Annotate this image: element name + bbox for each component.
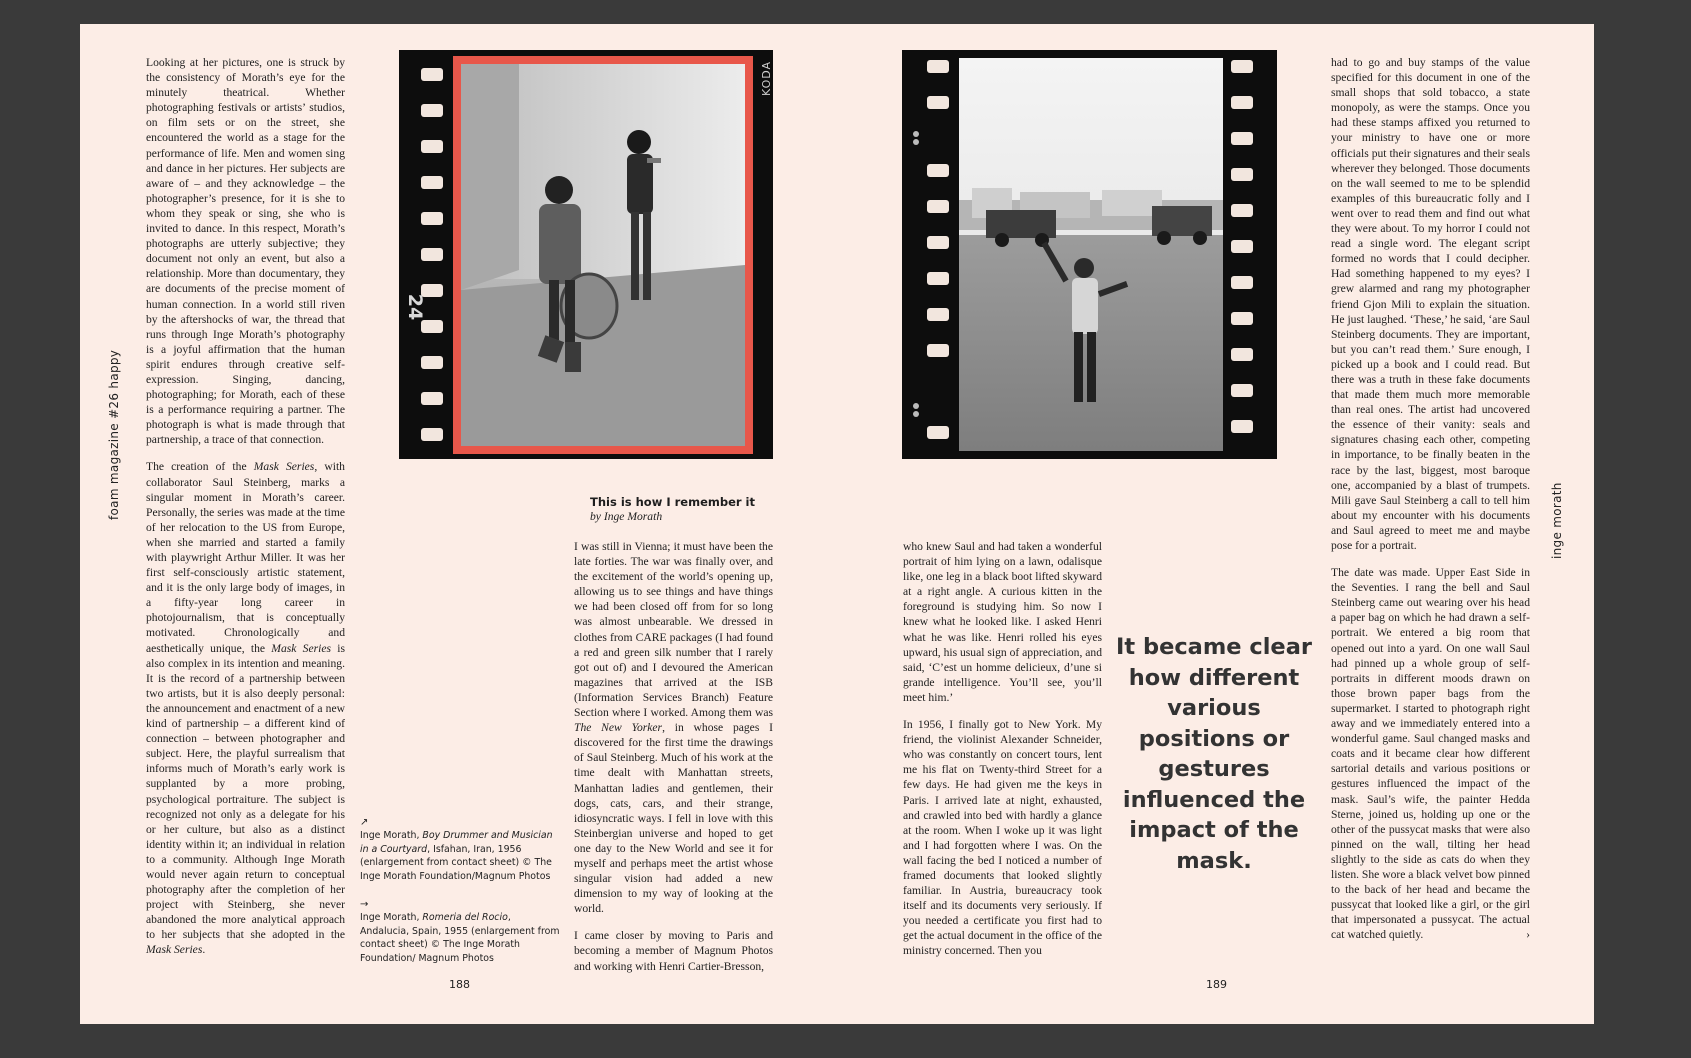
running-head-left: foam magazine #26 happy [107, 349, 121, 520]
sprocket-hole [1231, 240, 1253, 253]
sprocket-hole [421, 140, 443, 153]
sprocket-hole [927, 60, 949, 73]
column-4 [903, 539, 1102, 966]
sprocket-hole [1231, 384, 1253, 397]
sprocket-hole [421, 212, 443, 225]
sprocket-hole [421, 356, 443, 369]
sprocket-hole [927, 236, 949, 249]
essay-title: This is how I remember it [590, 495, 755, 509]
sprocket-hole [927, 96, 949, 109]
sprocket-hole [1231, 168, 1253, 181]
sprocket-hole [927, 164, 949, 177]
paragraph: had to go and buy stamps of the value specified for this document in one of the small shops that sold tobacco, a state monopoly, as were the stamps. Once you had these stamps affixed you returned to your ministry to have one or more officials put their signatures and their seals wherever they belonged. Those documents on the wall seemed to me to be splendid examples of this bureaucratic folly and I went over to read them and find out what they were about. To my horror I could not read a single word. The elegant script formed no words that I could decipher. Had something happened to my eyes? I grew alarmed and rang my photographer friend Gjon Mili to explain the situation. He just laughed. ‘These,’ he said, ‘are Saul Steinberg documents. They are important, but you can’t read them.’ Sure enough, I picked up a book and I could read. But there was a truth in these fake documents that made them much more memorable than real ones. The artist had uncovered the essence of their vanity: seals and signatures chasing each other, competing in importance, to be finally beaten in the race by the last, biggest, most baroque one, accompanied by a blast of trumpets. Mili gave Saul Steinberg a call to tell him about my encounter with his documents and Saul agreed to meet me and maybe pose for a portrait. [1331, 56, 1530, 552]
sprocket-hole [1231, 312, 1253, 325]
sprocket-hole [1231, 420, 1253, 433]
magazine-spread [80, 24, 1594, 1024]
sprocket-hole [421, 392, 443, 405]
paragraph: In 1956, I finally got to New York. My friend, the violinist Alexander Schneider, who was constantly on concert tours, lent me his flat on Twenty-third Street for a few days. He had given me the keys in Paris. I arrived late at night, exhausted, and crawled into bed with hardly a glance at the room. When I woke up it was light and I had forgotten where I was. On the wall facing the bed I noticed a number of framed documents that looked slightly familiar. In Austria, bureaucracy took itself and its documents very seriously. If you needed a certificate you first had to get the actual document in the office of the ministry concerned. Then you [903, 718, 1102, 958]
sprocket-hole [927, 426, 949, 439]
continue-arrow-icon: › [1526, 928, 1530, 942]
photo-caption-1: ↗ Inge Morath, Boy Drummer and Musician in a Courtyard, Isfahan, Iran, 1956 (enlargement from contact sheet) © The Inge Morath Foundation/Magnum Photos [360, 816, 560, 883]
sprocket-hole [927, 200, 949, 213]
sprocket-hole [927, 344, 949, 357]
paragraph: The date was made. Upper East Side in the Seventies. I rang the bell and Saul Steinberg came out wearing over his head a paper bag on which he had drawn a self-portrait. We entered a big room that opened out into a yard. On one wall Saul had pinned up a whole group of self-portraits in different moods drawn on those brown paper bags from the supermarket. I started to photograph right away and we immediately entered into a wonderful game. Saul changed masks and coats and it became clear how different sartorial details and various positions or gestures influenced the impact of the mask. Saul’s wife, the painter Hedda Sterne, joined us, holding up one or the other of the pussycat masks that were also pinned on the wall, tilting her head slightly to the side as cats do when they listen. She wore a black velvet bow pinned to the back of her head and became the pussycat that looked like a girl, or the girl that impersonated a pussycat. The actual cat watched quietly. › [1331, 566, 1530, 942]
sprocket-hole [421, 320, 443, 333]
paragraph: Looking at her pictures, one is struck by the consistency of Morath’s eye for the minutely theatrical. Whether photographing festivals or artists’ studios, on film sets or on the street, she encountered the world as a stage for the performance of life. Men and women sing and dance in her pictures. Her subjects are aware of – and they acknowledge – the photographer’s presence, for it is she to whom they speak or sing, she who is invited to dance. In this respect, Morath’s photographs are utterly subjective; they document not only an event, but also a relationship. More than documentary, they are documents of the precise moment of human connection. In a world still riven by the aftershocks of war, the thread that runs through Inge Morath’s photography is a joyful affirmation that the human spirit endures through creative self-expression. Singing, dancing, photographing; for Morath, each of these is a performance requiring a partner. The photograph is what is made through that partnership, a trace of that connection. [146, 56, 345, 447]
paragraph: I came closer by moving to Paris and becoming a member of Magnum Photos and working with Henri Cartier-Bresson, [574, 929, 773, 973]
film-edge-code: KODA [760, 60, 773, 96]
photo-boy-drummer [399, 50, 773, 459]
sprocket-hole [1231, 348, 1253, 361]
sprocket-hole [421, 428, 443, 441]
photo-caption-2: → Inge Morath, Romeria del Rocio, Andalucia, Spain, 1955 (enlargement from contact sheet) © The Inge Morath Foundation/ Magnum Photos [360, 899, 560, 964]
page-number-right: 189 [1206, 978, 1227, 991]
column-1 [146, 55, 345, 965]
paragraph: I was still in Vienna; it must have been the late forties. The war was finally over, and the excitement of the world’s opening up, allowing us to see things and have things we had been closed off from for so long was almost unbearable. We dressed in clothes from CARE packages (I had found a red and green silk number that I rarely got out of) and I devoured the American magazines that arrived at the ISB (Information Services Branch) Feature Section where I worked. Among them was The New Yorker, in whose pages I discovered for the first time the drawings of Saul Steinberg. Much of his work at the time dealt with Manhattan streets, Manhattan ladies and gentlemen, their dogs, cats, cars, and their strange, idiosyncratic ways. I fell in love with this Steinbergian universe and hoped to get one day to the New World and see it for myself and perhaps meet the artist whose singular vision had added a new dimension to my way of looking at the world. [574, 540, 773, 916]
paragraph: who knew Saul and had taken a wonderful portrait of him lying on a lawn, odalisque like, one leg in a black boot lifted skyward at a right angle. A curious kitten in the foreground is studying him. So now I knew what he looked like. I asked Henri what he was like. Henri rolled his eyes upward, his usual sign of appreciation, and said, ‘C’est un homme delicieux, d’une si grande intelligence. You’ll see, you’ll meet him.’ [903, 540, 1102, 704]
column-3 [574, 539, 773, 981]
sprocket-hole [927, 308, 949, 321]
sprocket-hole [1231, 276, 1253, 289]
film-frame-image [399, 50, 773, 459]
pull-quote: It became clear how different various positions or gestures influenced the impact of the mask. [1116, 634, 1312, 874]
sprocket-hole [1231, 60, 1253, 73]
column-6 [1331, 55, 1530, 949]
sprocket-hole [421, 68, 443, 81]
film-frame-number: 24 [404, 293, 426, 321]
essay-byline: by Inge Morath [590, 510, 663, 523]
sprocket-hole [927, 272, 949, 285]
photo-romeria-del-rocio [902, 50, 1277, 459]
sprocket-hole [421, 248, 443, 261]
page-number-left: 188 [449, 978, 470, 991]
sprocket-hole [421, 176, 443, 189]
sprocket-hole [1231, 96, 1253, 109]
arrow-right-icon: → [360, 899, 369, 910]
sprocket-hole [421, 104, 443, 117]
running-head-right: inge morath [1550, 482, 1564, 559]
sprocket-hole [1231, 132, 1253, 145]
paragraph: The creation of the Mask Series, with collaborator Saul Steinberg, marks a singular moment in Morath’s career. Personally, the series was made at the time of her relocation to the US from Europe, when she married and started a family with playwright Arthur Miller. It was her first self-consciously artistic statement, and it is the only large body of images, in a fifty-year long career in photojournalism, that is conceptually motivated. Chronologically and aesthetically unique, the Mask Series is also complex in its intention and meaning. It is the record of a partnership between two artists, but it is also deeply personal: the announcement and enactment of a new kind of partnership – a different kind of connection – between photographer and subject. Here, the playful surrealism that informs much of Morath’s early work is supplanted by a more probing, psychological portraiture. The subject is recognized not only as a delegate for his or her culture, but also as a distinct identity within it; an individual in relation to a community. Although Inge Morath would never again return to conceptual photography after the completion of her project with Steinberg, she never abandoned the more analytical approach to her subjects that she adopted in the Mask Series. [146, 460, 345, 957]
arrow-up-right-icon: ↗ [360, 817, 369, 828]
film-frame-image [902, 50, 1277, 459]
sprocket-hole [1231, 204, 1253, 217]
